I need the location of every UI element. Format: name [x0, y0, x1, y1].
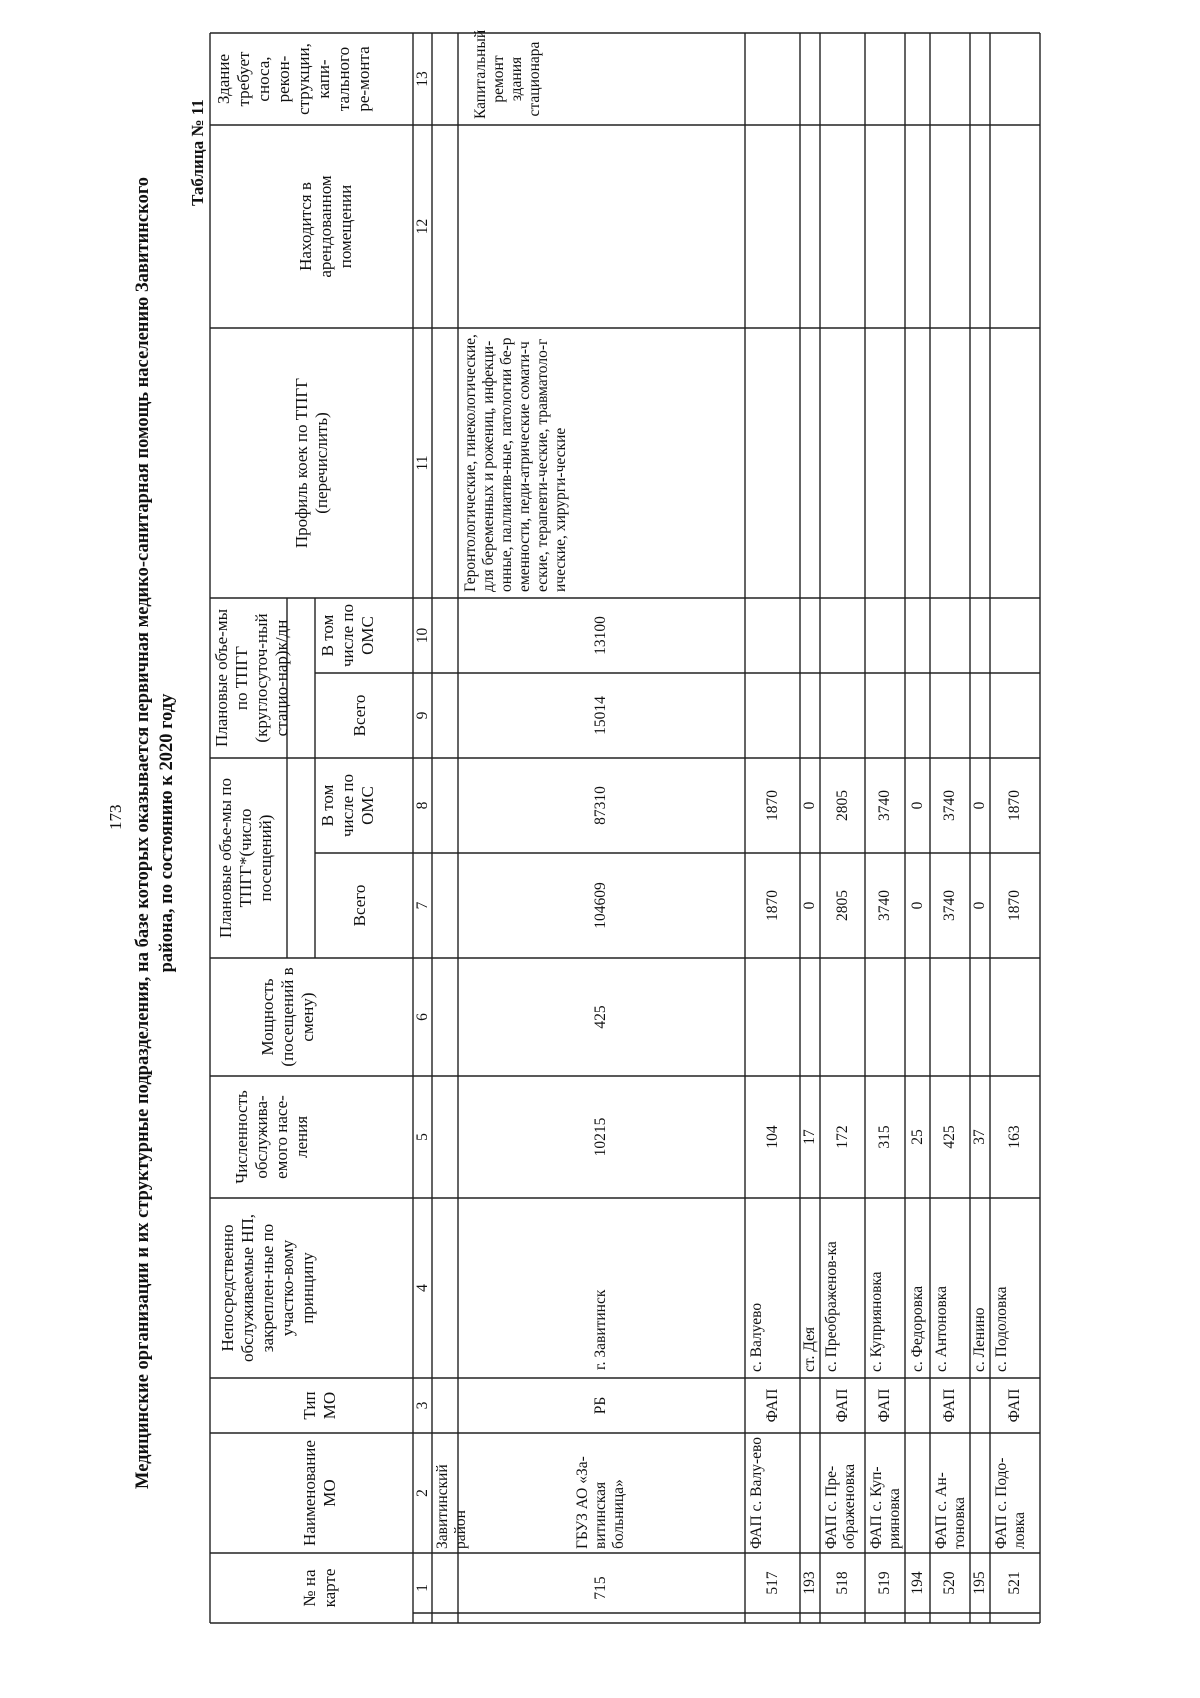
row-map-number: 519: [876, 1571, 893, 1595]
row-visits-total: 0: [971, 901, 988, 910]
row-mo-type: ФАП: [763, 1388, 781, 1423]
header-map-number: № на карте: [300, 1568, 339, 1608]
table-label: Таблица № 11: [188, 99, 207, 206]
row-population: 17: [801, 1129, 818, 1145]
row-map-number: 518: [833, 1571, 851, 1595]
row-population: 172: [833, 1125, 851, 1149]
page-number: 173: [106, 804, 125, 830]
column-number-2: 2: [414, 1489, 431, 1497]
header-mo-name: Наименование МО: [300, 1440, 339, 1546]
row-map-number: 194: [908, 1571, 926, 1595]
row-visits-total: 2805: [833, 890, 851, 921]
column-number-8: 8: [414, 801, 431, 810]
row-map-number: 195: [971, 1571, 988, 1595]
header-rented: Находится в арендованном помещении: [296, 175, 355, 278]
row-visits-oms: 1870: [763, 790, 781, 821]
row-settlement: с. Подоловка: [993, 1286, 1010, 1372]
row-mo-type: ФАП: [1006, 1388, 1023, 1423]
row-settlement: с. Преображенов-ка: [823, 1241, 840, 1372]
row-mo-type: РБ: [591, 1396, 609, 1415]
row-population: 163: [1006, 1125, 1023, 1149]
column-number-10: 10: [414, 627, 431, 644]
header-mo-type: Тип МО: [300, 1391, 339, 1420]
row-visits-total: 0: [801, 901, 818, 910]
row-visits-oms: 87310: [591, 786, 609, 825]
row-settlement: с. Ленино: [971, 1307, 988, 1372]
row-visits-total: 1870: [763, 890, 781, 921]
row-settlement: г. Завитинск: [591, 1289, 609, 1370]
row-population: 10215: [591, 1117, 609, 1157]
district-name: Завитинский район: [434, 1464, 469, 1549]
row-visits-oms: 2805: [833, 790, 851, 821]
row-mo-type: ФАП: [833, 1388, 851, 1423]
row-visits-oms: 0: [801, 801, 818, 810]
column-number-7: 7: [414, 901, 431, 910]
row-visits-oms: 0: [971, 801, 988, 810]
title-line-2: района, по состоянию к 2020 году: [157, 693, 177, 973]
row-map-number: 715: [591, 1576, 609, 1600]
row-visits-oms: 3740: [941, 790, 958, 821]
row-visits-total: 0: [908, 901, 926, 910]
row-population: 425: [941, 1125, 958, 1149]
row-beds-oms: 13100: [591, 616, 609, 655]
row-population: 25: [908, 1129, 926, 1145]
column-number-12: 12: [414, 218, 431, 235]
row-settlement: с. Федоровка: [908, 1285, 926, 1372]
row-map-number: 521: [1006, 1571, 1023, 1595]
column-number-9: 9: [414, 711, 431, 720]
column-number-5: 5: [414, 1133, 431, 1141]
column-number-11: 11: [414, 455, 431, 471]
header-visits-total: Всего: [350, 884, 369, 927]
row-settlement: с. Антоновка: [933, 1286, 950, 1372]
row-population: 315: [876, 1125, 893, 1149]
header-visits-oms: В том числе по ОМС: [318, 773, 377, 838]
header-planned-visits: Плановые объе-мы по ТПГГ*(число посещений): [216, 778, 275, 938]
row-map-number: 520: [941, 1571, 958, 1595]
row-mo-name: ФАП с. Валу-ево: [748, 1436, 765, 1549]
row-visits-total: 1870: [1006, 890, 1023, 921]
row-settlement: ст. Дея: [801, 1326, 818, 1372]
header-planned-beds: Плановые объе-мы по ТПГГ (круглосуточ-ный стацио-нар)к/дн: [212, 608, 291, 748]
row-mo-name: ФАП с. Пре-ображеновка: [823, 1463, 858, 1549]
header-repair: Здание требует сноса, рекон-струкции, капи-тального ре-монта: [214, 43, 373, 115]
row-map-number: 193: [801, 1571, 818, 1595]
column-number-3: 3: [414, 1401, 431, 1410]
row-visits-oms: 1870: [1006, 790, 1023, 821]
row-mo-type: ФАП: [876, 1388, 893, 1423]
row-map-number: 517: [763, 1571, 781, 1595]
row-mo-type: ФАП: [941, 1388, 958, 1423]
column-number-4: 4: [414, 1284, 431, 1292]
header-served-settlements: Непосредственно обслуживаемые НП, закреплен-ные по участко-вому принципу: [218, 1214, 317, 1362]
row-visits-total: 3740: [941, 890, 958, 921]
row-visits-oms: 3740: [876, 790, 893, 821]
header-bed-profile: Профиль коек по ТПГГ (перечислить): [292, 377, 331, 549]
row-repair: Капитальный ремонт здания стационара: [472, 29, 543, 119]
row-visits-total: 3740: [876, 890, 893, 921]
row-mo-name: ФАП с. Куп-рияновка: [868, 1466, 903, 1549]
column-number-1: 1: [414, 1584, 431, 1592]
row-visits-oms: 0: [908, 801, 926, 810]
header-population: Численность обслужива-емого насе-ления: [232, 1090, 311, 1184]
row-mo-name: ГБУЗ АО «За-витинская больница»: [573, 1456, 627, 1549]
title-line-1: Медицинские организации и их структурные подразделения, на базе которых оказывается первичная медико-санитарная помощь населению Завитинского: [133, 176, 153, 1490]
row-mo-name: ФАП с. Подо-ловка: [993, 1457, 1028, 1549]
column-number-6: 6: [414, 1013, 431, 1021]
header-beds-oms: В том числе по ОМС: [318, 603, 377, 668]
row-settlement: с. Куприяновка: [868, 1271, 885, 1372]
header-capacity: Мощность (посещений в смену): [258, 967, 317, 1067]
header-beds-total: Всего: [350, 694, 369, 737]
row-visits-total: 104609: [591, 882, 609, 929]
column-number-13: 13: [414, 71, 431, 87]
row-bed-profile: Геронтологические, гинекологические, для беременных и рожениц, инфекци-онные, паллиатив-ные, патологии бе-ременности, педи-атрические сомати-ческие, терапевти-ческие, травматоло-гические, хирурги-ческие: [462, 334, 569, 592]
row-population: 104: [763, 1125, 781, 1149]
row-settlement: с. Валуево: [748, 1302, 765, 1372]
row-population: 37: [971, 1129, 988, 1145]
row-mo-name: ФАП с. Ан-тоновка: [933, 1472, 968, 1549]
row-capacity: 425: [591, 1005, 609, 1029]
row-beds-total: 15014: [591, 696, 609, 735]
